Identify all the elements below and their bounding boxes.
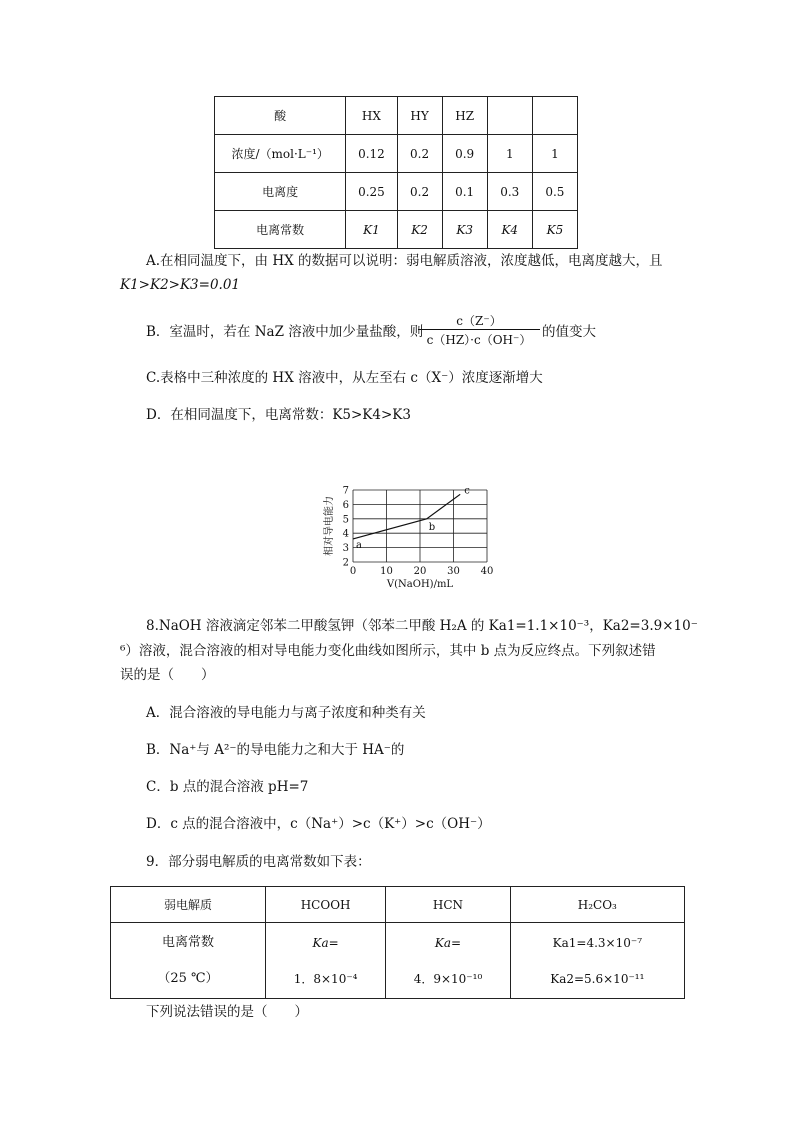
table-cell <box>532 97 577 135</box>
q8-option-c: C．b 点的混合溶液 pH=7 <box>146 779 309 795</box>
q7-option-b-prefix: B．室温时，若在 NaZ 溶液中加少量盐酸，则 <box>146 324 424 340</box>
y-axis-label: 相对导电能力 <box>324 496 335 556</box>
y-tick-label: 4 <box>342 528 349 540</box>
table-cell: 浓度/（mol·L⁻¹） <box>215 135 346 173</box>
hcn-ka-label: Ka= <box>434 935 462 950</box>
fraction-numerator: c（Z⁻） <box>418 313 540 330</box>
table-cell: 0.1 <box>442 173 487 211</box>
y-tick-label: 7 <box>342 485 349 497</box>
row-label-2: （25 ℃） <box>157 970 219 986</box>
table-cell <box>386 923 510 999</box>
y-tick-label: 3 <box>342 543 349 555</box>
x-axis-label: V(NaOH)/mL <box>386 579 454 590</box>
hcooh-ka-label: Ka= <box>312 935 339 950</box>
fraction-denominator: c（HZ）·c（OH⁻） <box>426 333 532 347</box>
q7-option-a-line2: K1>K2>K3=0.01 <box>120 277 241 293</box>
table-cell: 1 <box>532 135 577 173</box>
acid-table <box>214 96 578 249</box>
y-tick-label: 2 <box>342 557 349 569</box>
table-header: 弱电解质 <box>111 887 266 923</box>
point-label: a <box>356 539 362 551</box>
q8-stem-line3: 误的是（ ） <box>120 667 215 683</box>
table-cell <box>510 923 684 999</box>
conductivity-chart <box>320 482 500 592</box>
table-cell: 0.2 <box>397 173 442 211</box>
table-header: HCOOH <box>265 887 385 923</box>
table-header: HCN <box>386 887 510 923</box>
table-cell: HY <box>397 97 442 135</box>
point-label: b <box>428 521 436 533</box>
q8-option-b: B．Na⁺与 A²⁻的导电能力之和大于 HA⁻的 <box>146 742 405 758</box>
hcooh-ka-value: 1．8×10⁻⁴ <box>293 971 358 986</box>
q9-stem: 9．部分弱电解质的电离常数如下表： <box>146 854 371 870</box>
table-header: H₂CO₃ <box>510 887 684 923</box>
q7-option-a-line1: A.在相同温度下，由 HX 的数据可以说明：弱电解质溶液，浓度越低，电离度越大，且 <box>146 253 663 269</box>
table-cell: 0.25 <box>346 173 397 211</box>
table-cell <box>487 97 532 135</box>
table-cell: 0.2 <box>397 135 442 173</box>
table-cell: HZ <box>442 97 487 135</box>
table-cell: 酸 <box>215 97 346 135</box>
table-cell: 0.9 <box>442 135 487 173</box>
x-tick-label: 40 <box>480 566 494 577</box>
table-cell: 电离度 <box>215 173 346 211</box>
hcn-ka-value: 4．9×10⁻¹⁰ <box>413 971 483 986</box>
table-cell <box>265 923 385 999</box>
q7-option-b-suffix: 的值变大 <box>542 324 596 340</box>
table-cell: K3 <box>442 211 487 249</box>
h2co3-ka2: Ka2=5.6×10⁻¹¹ <box>550 971 645 986</box>
y-tick-label: 6 <box>342 499 349 511</box>
table-cell: 0.12 <box>346 135 397 173</box>
table-cell: 电离常数 <box>215 211 346 249</box>
q8-option-d: D．c 点的混合溶液中，c（Na⁺）>c（K⁺）>c（OH⁻） <box>146 816 491 832</box>
table-cell: K4 <box>487 211 532 249</box>
q8-option-a: A．混合溶液的导电能力与离子浓度和种类有关 <box>146 705 426 721</box>
q7-option-c: C.表格中三种浓度的 HX 溶液中，从左至右 c（X⁻）浓度逐渐增大 <box>146 370 543 386</box>
x-tick-label: 20 <box>413 566 427 577</box>
table-cell: K1 <box>346 211 397 249</box>
table-cell: 0.3 <box>487 173 532 211</box>
table-cell: K2 <box>397 211 442 249</box>
table-cell: 0.5 <box>532 173 577 211</box>
y-tick-label: 5 <box>342 514 349 526</box>
series-line <box>353 494 460 539</box>
q9-after-table: 下列说法错误的是（ ） <box>146 1004 308 1020</box>
h2co3-ka1: Ka1=4.3×10⁻⁷ <box>552 935 643 950</box>
table-cell: HX <box>346 97 397 135</box>
point-label: c <box>464 485 470 497</box>
x-tick-label: 10 <box>380 566 393 577</box>
q8-stem-line2: ⁶）溶液，混合溶液的相对导电能力变化曲线如图所示，其中 b 点为反应终点。下列叙述错 <box>120 643 656 659</box>
x-tick-label: 0 <box>349 566 357 577</box>
x-tick-label: 30 <box>447 566 460 577</box>
ionization-table <box>110 886 685 999</box>
row-label-1: 电离常数 <box>161 934 214 950</box>
table-cell: K5 <box>532 211 577 249</box>
table-cell: 1 <box>487 135 532 173</box>
q8-stem-line1: 8.NaOH 溶液滴定邻苯二甲酸氢钾（邻苯二甲酸 H₂A 的 Ka1=1.1×10⁻³，Ka2=3.9×10⁻ <box>146 618 698 634</box>
table-cell <box>111 923 266 999</box>
q7-option-d: D．在相同温度下，电离常数：K5>K4>K3 <box>146 407 411 423</box>
